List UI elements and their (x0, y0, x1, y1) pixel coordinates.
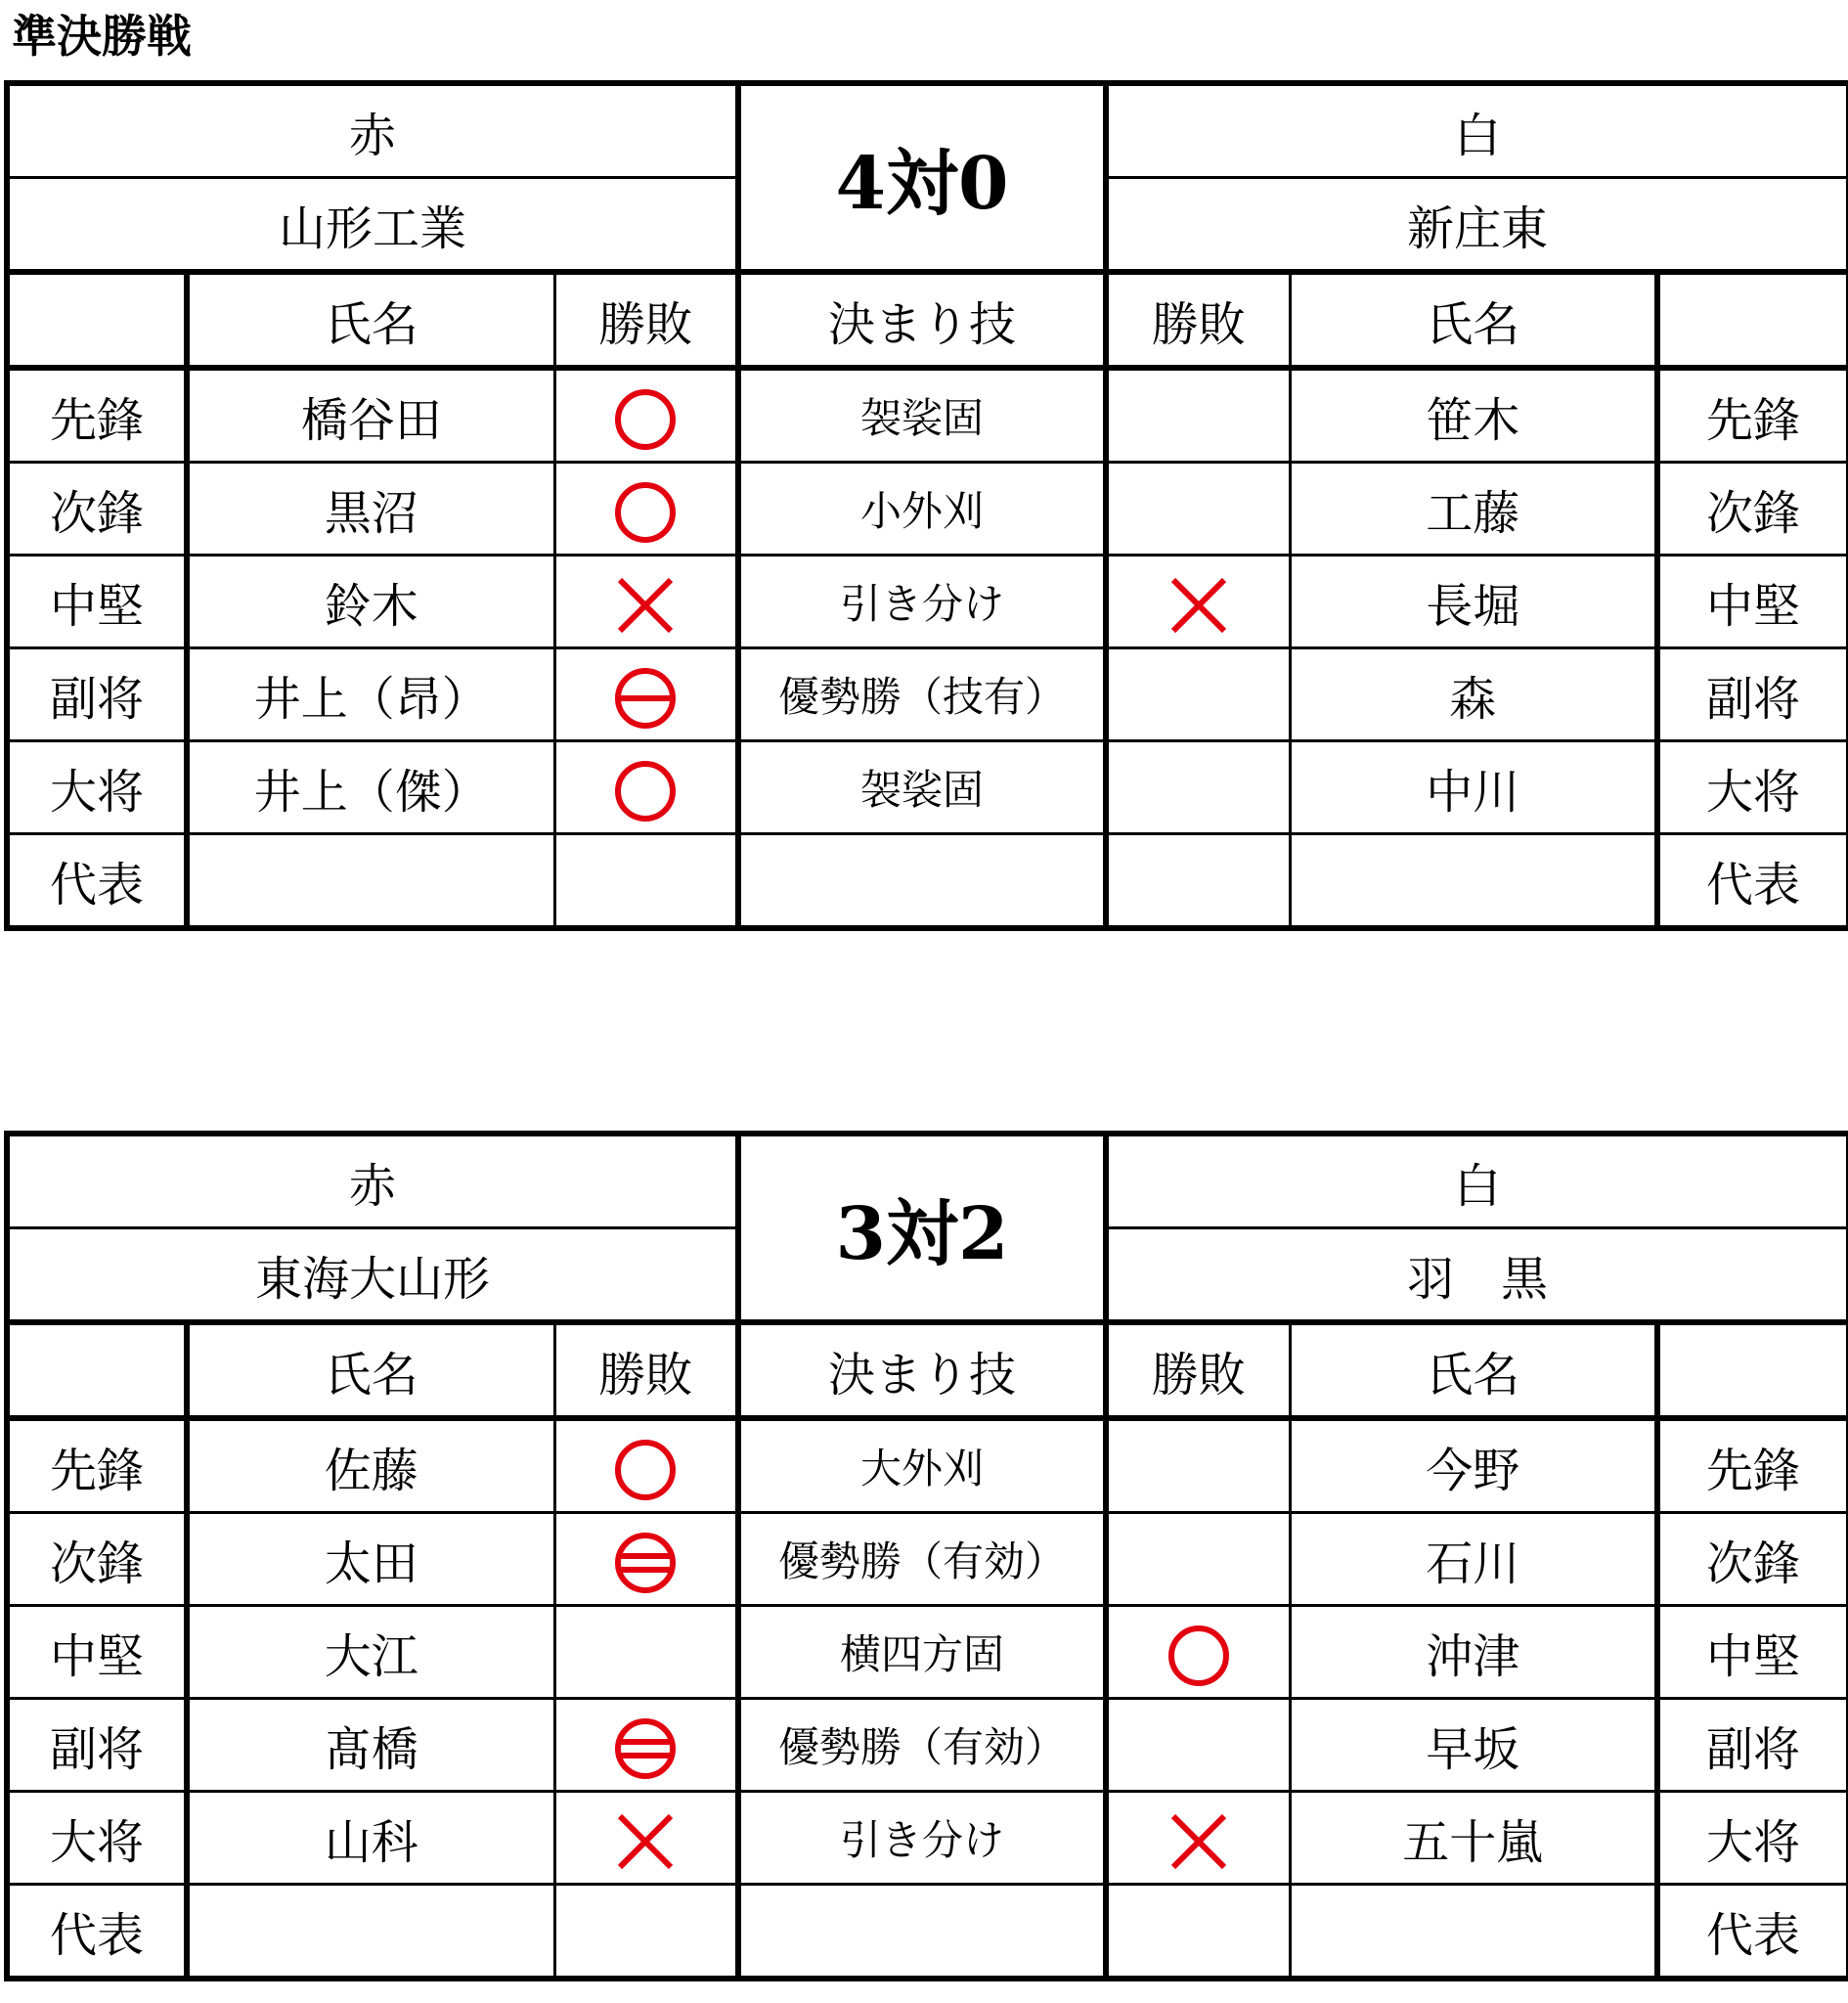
bout-rows-1 (7, 368, 1848, 928)
draw-cross-icon (1166, 559, 1232, 640)
draw-cross-icon (612, 1796, 679, 1876)
white-player-name: 石川 (1290, 1513, 1657, 1606)
header-red-name: 氏名 (187, 1322, 554, 1418)
white-player-name: 五十嵐 (1290, 1792, 1657, 1885)
position-left: 代表 (7, 1885, 187, 1980)
red-result-mark (554, 556, 738, 648)
header-blank-left (7, 1322, 187, 1418)
position-right: 大将 (1657, 741, 1848, 834)
position-left: 先鋒 (7, 1418, 187, 1513)
bout-row (7, 741, 1848, 834)
white-player-name (1290, 1885, 1657, 1980)
winning-technique: 袈裟固 (738, 368, 1106, 463)
white-player-name: 森 (1290, 648, 1657, 741)
red-player-name: 鈴木 (187, 556, 554, 648)
yuko-win-icon (612, 1517, 679, 1597)
header-blank-right (1657, 1322, 1848, 1418)
red-player-name: 太田 (187, 1513, 554, 1606)
white-result-mark (1106, 648, 1290, 741)
winning-technique: 引き分け (738, 556, 1106, 648)
header-white-name: 氏名 (1290, 272, 1657, 368)
white-team-name: 新庄東 (1106, 178, 1848, 273)
white-player-name: 長堀 (1290, 556, 1657, 648)
winning-technique: 袈裟固 (738, 741, 1106, 834)
position-left: 大将 (7, 1792, 187, 1885)
bout-row (7, 368, 1848, 463)
winning-technique: 小外刈 (738, 463, 1106, 556)
position-left: 代表 (7, 834, 187, 929)
win-circle-icon (612, 1424, 679, 1504)
bout-row (7, 1418, 1848, 1513)
yuko-win-icon (612, 1703, 679, 1783)
red-result-mark (554, 741, 738, 834)
win-circle-icon (612, 374, 679, 454)
white-result-mark (1106, 1513, 1290, 1606)
red-player-name (187, 1885, 554, 1980)
red-team-name: 東海大山形 (7, 1228, 738, 1323)
position-right: 中堅 (1657, 556, 1848, 648)
winning-technique: 優勢勝（技有） (738, 648, 1106, 741)
white-player-name: 今野 (1290, 1418, 1657, 1513)
bout-row (7, 463, 1848, 556)
red-player-name (187, 834, 554, 929)
red-result-mark (554, 1418, 738, 1513)
white-result-mark (1106, 1418, 1290, 1513)
bout-row (7, 1699, 1848, 1792)
bout-row (7, 556, 1848, 648)
winning-technique (738, 834, 1106, 929)
red-player-name: 井上（傑） (187, 741, 554, 834)
position-left: 先鋒 (7, 368, 187, 463)
header-white-result: 勝敗 (1106, 272, 1290, 368)
red-result-mark (554, 1606, 738, 1699)
white-result-mark (1106, 741, 1290, 834)
white-result-mark (1106, 834, 1290, 929)
match-table-1 (4, 80, 1848, 931)
red-result-mark (554, 1885, 738, 1980)
draw-cross-icon (1166, 1796, 1232, 1876)
red-result-mark (554, 1792, 738, 1885)
bout-row (7, 834, 1848, 929)
draw-cross-icon (612, 559, 679, 640)
white-player-name: 中川 (1290, 741, 1657, 834)
white-player-name (1290, 834, 1657, 929)
white-side-label: 白 (1106, 83, 1848, 178)
bout-row (7, 1885, 1848, 1980)
red-result-mark (554, 1513, 738, 1606)
header-red-result: 勝敗 (554, 1322, 738, 1418)
position-right: 副将 (1657, 1699, 1848, 1792)
bout-row (7, 1792, 1848, 1885)
position-left: 副将 (7, 1699, 187, 1792)
white-player-name: 沖津 (1290, 1606, 1657, 1699)
white-player-name: 工藤 (1290, 463, 1657, 556)
header-red-result: 勝敗 (554, 272, 738, 368)
position-left: 中堅 (7, 1606, 187, 1699)
team-score: 3対2 (738, 1134, 1106, 1322)
winning-technique: 横四方固 (738, 1606, 1106, 1699)
red-player-name: 髙橋 (187, 1699, 554, 1792)
header-white-result: 勝敗 (1106, 1322, 1290, 1418)
waza-ari-win-icon (612, 652, 679, 733)
white-result-mark (1106, 463, 1290, 556)
position-right: 代表 (1657, 1885, 1848, 1980)
red-player-name: 黒沼 (187, 463, 554, 556)
white-player-name: 早坂 (1290, 1699, 1657, 1792)
winning-technique: 引き分け (738, 1792, 1106, 1885)
white-result-mark (1106, 1792, 1290, 1885)
red-player-name: 大江 (187, 1606, 554, 1699)
winning-technique: 優勢勝（有効） (738, 1699, 1106, 1792)
white-result-mark (1106, 556, 1290, 648)
winning-technique: 大外刈 (738, 1418, 1106, 1513)
bout-row (7, 1606, 1848, 1699)
red-team-name: 山形工業 (7, 178, 738, 273)
win-circle-icon (1166, 1610, 1232, 1690)
position-right: 先鋒 (1657, 1418, 1848, 1513)
bout-row (7, 648, 1848, 741)
white-result-mark (1106, 1885, 1290, 1980)
match-table-2 (4, 1131, 1848, 1981)
red-result-mark (554, 1699, 738, 1792)
red-player-name: 佐藤 (187, 1418, 554, 1513)
red-player-name: 橋谷田 (187, 368, 554, 463)
white-player-name: 笹木 (1290, 368, 1657, 463)
white-result-mark (1106, 1606, 1290, 1699)
white-team-name: 羽 黒 (1106, 1228, 1848, 1323)
position-right: 中堅 (1657, 1606, 1848, 1699)
win-circle-icon (612, 467, 679, 547)
header-blank-right (1657, 272, 1848, 368)
red-player-name: 井上（昂） (187, 648, 554, 741)
bout-rows-2 (7, 1418, 1848, 1979)
position-right: 大将 (1657, 1792, 1848, 1885)
page-title: 準決勝戦 (12, 10, 192, 63)
position-left: 大将 (7, 741, 187, 834)
position-left: 次鋒 (7, 463, 187, 556)
white-result-mark (1106, 1699, 1290, 1792)
header-blank-left (7, 272, 187, 368)
red-result-mark (554, 834, 738, 929)
red-result-mark (554, 648, 738, 741)
position-right: 代表 (1657, 834, 1848, 929)
header-technique: 決まり技 (738, 272, 1106, 368)
winning-technique (738, 1885, 1106, 1980)
team-score: 4対0 (738, 83, 1106, 272)
white-result-mark (1106, 368, 1290, 463)
red-result-mark (554, 463, 738, 556)
white-side-label: 白 (1106, 1134, 1848, 1228)
position-right: 副将 (1657, 648, 1848, 741)
red-side-label: 赤 (7, 1134, 738, 1228)
position-left: 中堅 (7, 556, 187, 648)
bout-row (7, 1513, 1848, 1606)
red-side-label: 赤 (7, 83, 738, 178)
header-technique: 決まり技 (738, 1322, 1106, 1418)
position-left: 次鋒 (7, 1513, 187, 1606)
header-red-name: 氏名 (187, 272, 554, 368)
winning-technique: 優勢勝（有効） (738, 1513, 1106, 1606)
win-circle-icon (612, 745, 679, 825)
header-white-name: 氏名 (1290, 1322, 1657, 1418)
red-result-mark (554, 368, 738, 463)
position-right: 次鋒 (1657, 463, 1848, 556)
position-right: 次鋒 (1657, 1513, 1848, 1606)
red-player-name: 山科 (187, 1792, 554, 1885)
position-right: 先鋒 (1657, 368, 1848, 463)
position-left: 副将 (7, 648, 187, 741)
